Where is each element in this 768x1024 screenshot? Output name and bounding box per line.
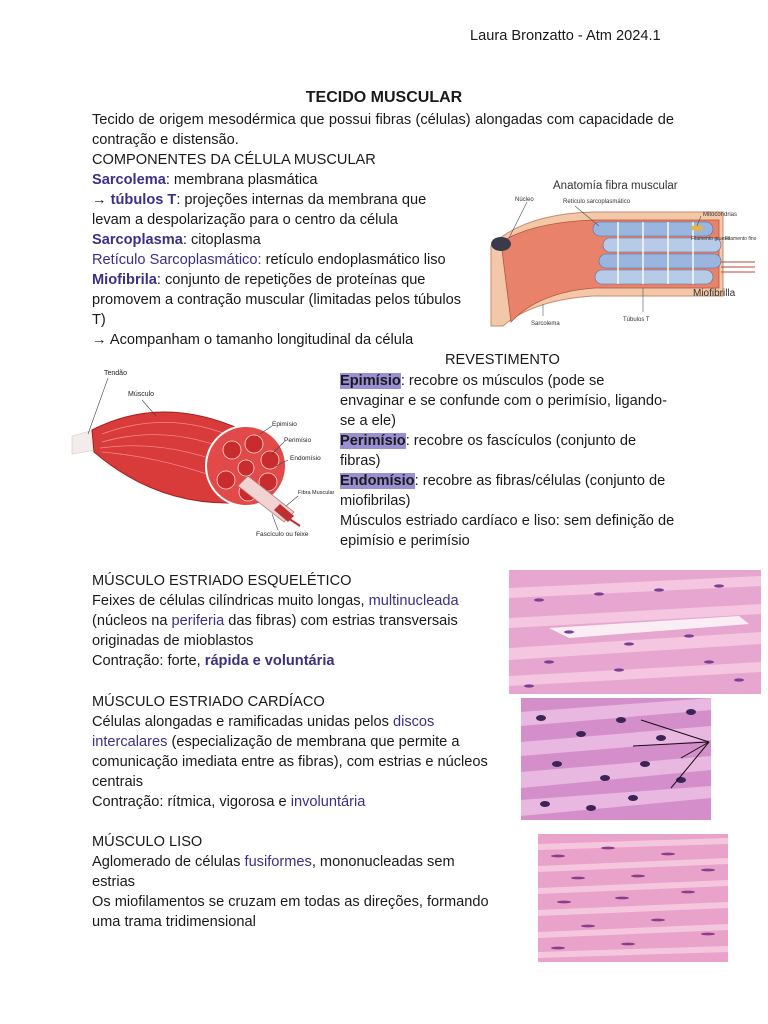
longitudinal-note: → Acompanham o tamanho longitudinal da célula [92,332,414,348]
liso-text: , mononucleadas sem estrias [92,854,455,890]
label-mitocondrias: Mitocondrias [703,212,738,218]
label-reticulo: Retículo sarcoplasmático [563,199,631,205]
miofibrila-item [92,270,462,330]
label-nucleo: Núcleo [515,197,534,203]
revestimento-heading: REVESTIMENTO [445,352,560,368]
discos-intercalares-term: discos intercalares [92,714,435,750]
perimisio-item [340,431,670,471]
label-fibra: Fibra Muscular [298,490,335,496]
epimisio-term: Epimísio [340,373,401,389]
muscle-structure-figure [72,364,335,542]
reticulo-def: retículo endoplasmático liso [261,252,446,268]
involuntaria-term: involuntária [290,794,366,810]
author-header: Laura Bronzatto - Atm 2024.1 [470,28,661,44]
liso-line-1 [92,852,492,892]
liso-line-2: Os miofilamentos se cruzam em todas as direções, formando uma trama tridimensional [92,894,489,930]
endomisio-item [340,471,670,511]
label-musculo: Músculo [128,391,155,398]
perimisio-term: Perimísio [340,433,406,449]
sarcolema-item [92,170,472,190]
label-filamento-fino: Filamento fino [725,236,757,242]
label-filamento-grueso: Filamento grueso [691,236,730,242]
label-fasciculo: Fascículo ou feixe [256,531,309,538]
sarcoplasma-term: Sarcoplasma [92,232,183,248]
liso-text: Aglomerado de células [92,854,245,870]
epimisio-item [340,371,670,431]
label-tendao: Tendão [104,370,127,377]
reticulo-term: Retículo Sarcoplasmático: [92,252,262,268]
tubulos-item [92,190,462,230]
contracao-label: Contração: rítmica, vigorosa e [92,794,291,810]
label-tubulos: Túbulos T [623,317,650,323]
components-heading: COMPONENTES DA CÉLULA MUSCULAR [92,152,376,168]
esqueletico-text: das fibras) com estrias transversais originadas de mioblastos [92,613,458,649]
skeletal-histology-image [509,570,761,694]
multinucleada-term: multinucleada [368,593,459,609]
sarcoplasma-item [92,230,472,250]
revestimento-note: Músculos estriado cardíaco e liso: sem definição de epimísio e perimísio [340,513,675,549]
esqueletico-heading: MÚSCULO ESTRIADO ESQUELÉTICO [92,573,352,589]
endomisio-term: Endomísio [340,473,415,489]
esqueletico-text: (núcleos na [92,613,172,629]
arrow-glyph: → [92,192,111,208]
intro-paragraph: Tecido de origem mesodérmica que possui fibras (células) alongadas com capacidade de contração e distensão. [92,112,674,148]
miofibrila-def: : conjunto de repetições de proteínas que promovem a contração muscular (limitadas pelos túbulos T) [92,272,462,328]
contracao-label: Contração: forte, [92,653,205,669]
label-endomisio: Endomísio [290,455,321,462]
page-title: TECIDO MUSCULAR [305,89,463,106]
label-perimisio: Perimísio [284,437,312,444]
endomisio-def: : recobre as fibras/células (conjunto de miofibrilas) [340,473,666,509]
fiber-anatomy-figure [483,176,759,332]
perimisio-def: : recobre os fascículos (conjunto de fibras) [340,433,637,469]
fusiformes-term: fusiformes [244,854,312,870]
cardiaco-line-1 [92,712,492,792]
periferia-term: periferia [171,613,225,629]
sarcolema-term: Sarcolema [92,172,166,188]
epimisio-def: : recobre os músculos (pode se envaginar e se confunde com o perimísio, ligando-se a ele) [340,373,667,429]
esqueletico-contracao [92,651,492,671]
label-miofibrilla: Miofibrilla [693,288,736,299]
sarcolema-def: : membrana plasmática [165,172,318,188]
miofibrila-term: Miofibrila [92,272,157,288]
cardiaco-contracao [92,792,492,812]
tubulos-term: túbulos T [110,192,177,208]
cardiaco-text: Células alongadas e ramificadas unidas pelos [92,714,393,730]
label-epimisio: Epimísio [272,421,297,428]
esqueletico-line-1 [92,591,492,651]
smooth-histology-image [538,834,728,962]
reticulo-item [92,250,482,270]
contracao-tipo: rápida e voluntária [204,653,335,669]
tubulos-def: : projeções internas da membrana que levam a despolarização para o centro da célula [92,192,427,228]
liso-heading: MÚSCULO LISO [92,834,203,850]
fiber-figure-title: Anatomía fibra muscular [553,180,678,192]
esqueletico-text: Feixes de células cilíndricas muito longas, [92,593,369,609]
cardiaco-heading: MÚSCULO ESTRIADO CARDÍACO [92,694,325,710]
sarcoplasma-def: : citoplasma [182,232,261,248]
label-sarcolema: Sarcolema [531,321,560,327]
cardiaco-text: (especialização de membrana que permite a comunicação imediata entre as fibras), com estrias e núcleos centrais [92,734,488,790]
cardiac-histology-image [521,698,711,820]
